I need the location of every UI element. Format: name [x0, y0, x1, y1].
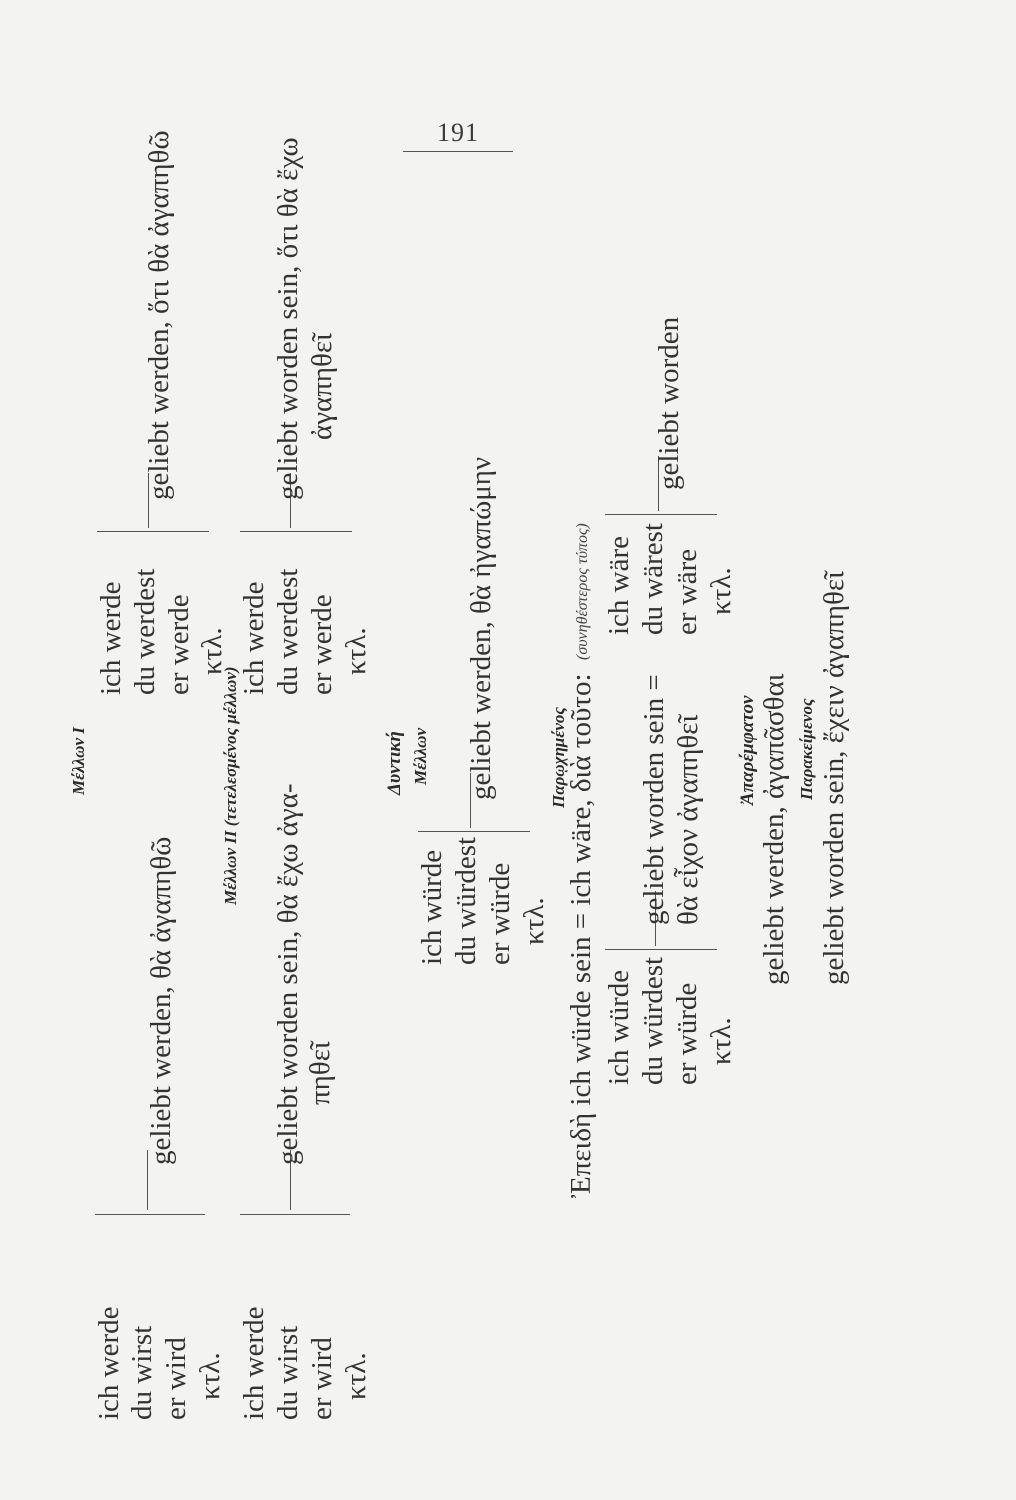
mellon-1-indic-result: geliebt werden, θὰ ἀγαπηθῶ [145, 836, 177, 1165]
mellon-2-indic-line-4: κτλ. [340, 1352, 372, 1400]
parochimenos-line-1: ich würde [603, 969, 635, 1085]
parochimenos-alt-result: geliebt worden [653, 316, 685, 490]
mellon-1-indic-line-1: ich werde [93, 1306, 125, 1420]
dyntiki-line-4: κτλ. [518, 897, 550, 945]
parochimenos-note: (συνηθέστερος τύπος) [574, 523, 591, 660]
aparemfaton-heading: Ἀπαρέμφατον [737, 695, 758, 805]
parochimenos-line-4: κτλ. [705, 1017, 737, 1065]
mellon-1-subj-line-3: er werde [163, 594, 195, 695]
dyntiki-line-2: du würdest [450, 836, 482, 965]
mellon-1-subj-result: geliebt werden, ὅτι θὰ ἀγαπηθῶ [143, 130, 175, 500]
parochimenos-intro: Ἐπειδὴ ich würde sein = ich wäre, διὰ τοῦτο: [565, 673, 597, 1198]
mellon-1-indic-brace [95, 1214, 205, 1215]
parochimenos-result-2: θὰ εἶχον ἀγαπηθεῖ [672, 714, 704, 925]
mellon-2-subj-result-1: geliebt worden sein, ὅτι θὰ ἔχω [272, 137, 304, 500]
parakeimenos-line: geliebt worden sein, ἔχειν ἀγαπηθεῖ [818, 571, 850, 985]
mellon-1-indic-line-4: κτλ. [194, 1352, 226, 1400]
mellon-2-subj-line-1: ich werde [238, 581, 270, 695]
mellon-1-indic-line-2: du wirst [126, 1325, 158, 1420]
parochimenos-line-3: er würde [671, 982, 703, 1085]
dyntiki-result: geliebt werden, θὰ ἠγαπώμην [465, 456, 497, 800]
mellon-2-subj-brace [240, 531, 352, 532]
mellon-2-subj-line-4: κτλ. [340, 627, 372, 675]
parochimenos-alt-line-1: ich wäre [603, 535, 635, 635]
mellon-1-subj-brace [97, 531, 209, 532]
mellon-1-subj-line-1: ich werde [95, 581, 127, 695]
dyntiki-brace [418, 831, 530, 832]
dyntiki-heading: Δυντική [384, 731, 405, 795]
mellon-2-indic-line-1: ich werde [238, 1306, 270, 1420]
aparemfaton-line: geliebt werden, ἀγαπᾶσθαι [758, 673, 790, 985]
dyntiki-line-1: ich würde [416, 849, 448, 965]
dyntiki-line-3: er würde [484, 862, 516, 965]
parochimenos-heading: Παρῳχημένος [549, 707, 568, 808]
parochimenos-alt-brace [605, 514, 717, 515]
mellon-2-indic-result-1: geliebt worden sein, θὰ ἔχω ἀγα- [272, 783, 304, 1165]
parakeimenos-heading: Παρακείμενος [797, 698, 816, 800]
mellon-2-indic-result-2: πηθεῖ [304, 1041, 336, 1105]
mellon-1-subj-line-2: du werdest [129, 568, 161, 695]
mellon-1-subj-line-4: κτλ. [196, 627, 228, 675]
mellon-1-heading: Μέλλων I [69, 727, 88, 795]
mellon-2-indic-line-3: er wird [306, 1337, 338, 1420]
mellon-2-subj-line-3: er werde [306, 594, 338, 695]
mellon-2-indic-line-2: du wirst [272, 1325, 304, 1420]
parochimenos-result-1: geliebt worden sein = [638, 674, 670, 925]
parochimenos-alt-line-2: du wärest [637, 523, 669, 635]
mellon-2-indic-brace [240, 1214, 350, 1215]
mellon-2-subj-line-2: du werdest [272, 568, 304, 695]
mellon-2-subj-result-2: ἀγαπηθεῖ [306, 333, 338, 440]
parochimenos-brace [605, 949, 717, 950]
dyntiki-subheading: Μέλλων [411, 727, 430, 785]
page-number: 191 [437, 118, 479, 147]
parochimenos-alt-line-4: κτλ. [705, 567, 737, 615]
mellon-2-heading: Μέλλων II (τετελεσμένος μέλλων) [221, 666, 240, 905]
mellon-1-indic-line-3: er wird [160, 1337, 192, 1420]
parochimenos-line-2: du würdest [637, 956, 669, 1085]
parochimenos-alt-line-3: er wäre [671, 548, 703, 635]
